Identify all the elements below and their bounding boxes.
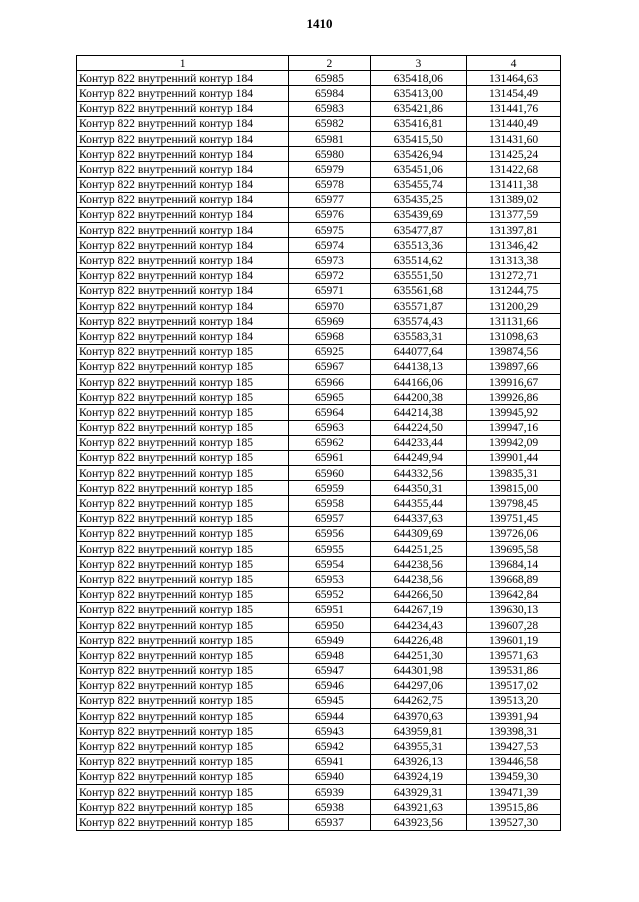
y-coordinate-cell: 139571,63 [467,648,561,663]
point-number-cell: 65945 [289,693,370,708]
table-row [77,572,561,587]
point-number-cell: 65963 [289,420,370,435]
coordinates-table [76,55,561,831]
contour-name-cell: Контур 822 внутренний контур 184 [77,314,289,329]
y-coordinate-cell: 139726,06 [467,526,561,541]
x-coordinate-cell: 635435,25 [370,192,467,207]
point-number-cell: 65974 [289,238,370,253]
table-header-row [77,56,561,71]
contour-name-cell: Контур 822 внутренний контур 185 [77,572,289,587]
contour-name-cell: Контур 822 внутренний контур 184 [77,162,289,177]
table-row [77,268,561,283]
x-coordinate-cell: 644350,31 [370,481,467,496]
contour-name-cell: Контур 822 внутренний контур 184 [77,253,289,268]
y-coordinate-cell: 139527,30 [467,815,561,830]
contour-name-cell: Контур 822 внутренний контур 184 [77,71,289,86]
column-header-4: 4 [467,56,561,71]
point-number-cell: 65939 [289,785,370,800]
contour-name-cell: Контур 822 внутренний контур 184 [77,131,289,146]
point-number-cell: 65944 [289,709,370,724]
x-coordinate-cell: 644214,38 [370,405,467,420]
x-coordinate-cell: 643970,63 [370,709,467,724]
point-number-cell: 65949 [289,633,370,648]
table-row [77,238,561,253]
contour-name-cell: Контур 822 внутренний контур 184 [77,329,289,344]
y-coordinate-cell: 131397,81 [467,223,561,238]
table-row [77,785,561,800]
table-row [77,693,561,708]
column-header-3: 3 [370,56,467,71]
x-coordinate-cell: 643955,31 [370,739,467,754]
point-number-cell: 65982 [289,116,370,131]
contour-name-cell: Контур 822 внутренний контур 185 [77,587,289,602]
point-number-cell: 65962 [289,435,370,450]
point-number-cell: 65937 [289,815,370,830]
table-row [77,374,561,389]
x-coordinate-cell: 644309,69 [370,526,467,541]
page-number: 1410 [306,16,333,31]
x-coordinate-cell: 644266,50 [370,587,467,602]
x-coordinate-cell: 644297,06 [370,678,467,693]
point-number-cell: 65941 [289,754,370,769]
point-number-cell: 65955 [289,542,370,557]
contour-name-cell: Контур 822 внутренний контур 185 [77,542,289,557]
table-row [77,101,561,116]
point-number-cell: 65947 [289,663,370,678]
table-row [77,739,561,754]
x-coordinate-cell: 643923,56 [370,815,467,830]
table-row [77,299,561,314]
point-number-cell: 65950 [289,617,370,632]
point-number-cell: 65956 [289,526,370,541]
point-number-cell: 65938 [289,800,370,815]
y-coordinate-cell: 131389,02 [467,192,561,207]
point-number-cell: 65972 [289,268,370,283]
table-row [77,344,561,359]
y-coordinate-cell: 139607,28 [467,617,561,632]
point-number-cell: 65976 [289,207,370,222]
contour-name-cell: Контур 822 внутренний контур 184 [77,116,289,131]
y-coordinate-cell: 131411,38 [467,177,561,192]
point-number-cell: 65951 [289,602,370,617]
contour-name-cell: Контур 822 внутренний контур 184 [77,299,289,314]
contour-name-cell: Контур 822 внутренний контур 185 [77,435,289,450]
y-coordinate-cell: 139601,19 [467,633,561,648]
point-number-cell: 65969 [289,314,370,329]
y-coordinate-cell: 131377,59 [467,207,561,222]
y-coordinate-cell: 131098,63 [467,329,561,344]
contour-name-cell: Контур 822 внутренний контур 185 [77,693,289,708]
contour-name-cell: Контур 822 внутренний контур 184 [77,86,289,101]
y-coordinate-cell: 139897,66 [467,359,561,374]
table-row [77,542,561,557]
x-coordinate-cell: 644251,25 [370,542,467,557]
x-coordinate-cell: 643921,63 [370,800,467,815]
y-coordinate-cell: 139916,67 [467,374,561,389]
table-row [77,769,561,784]
point-number-cell: 65980 [289,147,370,162]
point-number-cell: 65983 [289,101,370,116]
x-coordinate-cell: 643924,19 [370,769,467,784]
contour-name-cell: Контур 822 внутренний контур 185 [77,481,289,496]
y-coordinate-cell: 139642,84 [467,587,561,602]
contour-name-cell: Контур 822 внутренний контур 184 [77,177,289,192]
point-number-cell: 65960 [289,466,370,481]
x-coordinate-cell: 644238,56 [370,557,467,572]
y-coordinate-cell: 131131,66 [467,314,561,329]
contour-name-cell: Контур 822 внутренний контур 185 [77,344,289,359]
y-coordinate-cell: 139459,30 [467,769,561,784]
x-coordinate-cell: 635416,81 [370,116,467,131]
point-number-cell: 65957 [289,511,370,526]
y-coordinate-cell: 131244,75 [467,283,561,298]
y-coordinate-cell: 131272,71 [467,268,561,283]
y-coordinate-cell: 139815,00 [467,481,561,496]
x-coordinate-cell: 635583,31 [370,329,467,344]
x-coordinate-cell: 644249,94 [370,450,467,465]
table-row [77,526,561,541]
contour-name-cell: Контур 822 внутренний контур 185 [77,557,289,572]
table-row [77,450,561,465]
point-number-cell: 65985 [289,71,370,86]
point-number-cell: 65966 [289,374,370,389]
table-row [77,329,561,344]
y-coordinate-cell: 139517,02 [467,678,561,693]
table-row [77,466,561,481]
contour-name-cell: Контур 822 внутренний контур 185 [77,420,289,435]
table-row [77,815,561,830]
table-row [77,162,561,177]
table-row [77,587,561,602]
table-row [77,192,561,207]
x-coordinate-cell: 635413,00 [370,86,467,101]
y-coordinate-cell: 139684,14 [467,557,561,572]
x-coordinate-cell: 644238,56 [370,572,467,587]
point-number-cell: 65953 [289,572,370,587]
contour-name-cell: Контур 822 внутренний контур 184 [77,268,289,283]
y-coordinate-cell: 139446,58 [467,754,561,769]
y-coordinate-cell: 139668,89 [467,572,561,587]
point-number-cell: 65942 [289,739,370,754]
y-coordinate-cell: 139630,13 [467,602,561,617]
point-number-cell: 65973 [289,253,370,268]
point-number-cell: 65981 [289,131,370,146]
y-coordinate-cell: 139513,20 [467,693,561,708]
point-number-cell: 65940 [289,769,370,784]
contour-name-cell: Контур 822 внутренний контур 184 [77,147,289,162]
point-number-cell: 65961 [289,450,370,465]
contour-name-cell: Контур 822 внутренний контур 185 [77,739,289,754]
contour-name-cell: Контур 822 внутренний контур 185 [77,359,289,374]
point-number-cell: 65925 [289,344,370,359]
x-coordinate-cell: 644267,19 [370,602,467,617]
y-coordinate-cell: 139751,45 [467,511,561,526]
point-number-cell: 65968 [289,329,370,344]
x-coordinate-cell: 644337,63 [370,511,467,526]
contour-name-cell: Контур 822 внутренний контур 185 [77,663,289,678]
contour-name-cell: Контур 822 внутренний контур 185 [77,405,289,420]
y-coordinate-cell: 139531,86 [467,663,561,678]
table-row [77,648,561,663]
x-coordinate-cell: 644077,64 [370,344,467,359]
x-coordinate-cell: 635421,86 [370,101,467,116]
y-coordinate-cell: 139926,86 [467,390,561,405]
x-coordinate-cell: 644332,56 [370,466,467,481]
contour-name-cell: Контур 822 внутренний контур 185 [77,800,289,815]
x-coordinate-cell: 644355,44 [370,496,467,511]
y-coordinate-cell: 139391,94 [467,709,561,724]
y-coordinate-cell: 139945,92 [467,405,561,420]
x-coordinate-cell: 635439,69 [370,207,467,222]
contour-name-cell: Контур 822 внутренний контур 185 [77,815,289,830]
x-coordinate-cell: 644233,44 [370,435,467,450]
x-coordinate-cell: 635514,62 [370,253,467,268]
table-row [77,253,561,268]
contour-name-cell: Контур 822 внутренний контур 185 [77,678,289,693]
contour-name-cell: Контур 822 внутренний контур 185 [77,709,289,724]
contour-name-cell: Контур 822 внутренний контур 185 [77,374,289,389]
x-coordinate-cell: 635418,06 [370,71,467,86]
contour-name-cell: Контур 822 внутренний контур 185 [77,602,289,617]
table-row [77,617,561,632]
column-header-2: 2 [289,56,370,71]
x-coordinate-cell: 644166,06 [370,374,467,389]
x-coordinate-cell: 635477,87 [370,223,467,238]
y-coordinate-cell: 139942,09 [467,435,561,450]
x-coordinate-cell: 635571,87 [370,299,467,314]
table-row [77,86,561,101]
y-coordinate-cell: 139835,31 [467,466,561,481]
x-coordinate-cell: 644226,48 [370,633,467,648]
y-coordinate-cell: 139471,39 [467,785,561,800]
contour-name-cell: Контур 822 внутренний контур 185 [77,648,289,663]
contour-name-cell: Контур 822 внутренний контур 185 [77,526,289,541]
x-coordinate-cell: 635551,50 [370,268,467,283]
point-number-cell: 65971 [289,283,370,298]
contour-name-cell: Контур 822 внутренний контур 185 [77,496,289,511]
point-number-cell: 65984 [289,86,370,101]
contour-name-cell: Контур 822 внутренний контур 185 [77,633,289,648]
table-row [77,633,561,648]
x-coordinate-cell: 635455,74 [370,177,467,192]
y-coordinate-cell: 131464,63 [467,71,561,86]
contour-name-cell: Контур 822 внутренний контур 184 [77,192,289,207]
table-row [77,207,561,222]
table-row [77,511,561,526]
table-row [77,496,561,511]
point-number-cell: 65970 [289,299,370,314]
x-coordinate-cell: 644224,50 [370,420,467,435]
y-coordinate-cell: 139695,58 [467,542,561,557]
point-number-cell: 65979 [289,162,370,177]
table-row [77,420,561,435]
y-coordinate-cell: 139874,56 [467,344,561,359]
x-coordinate-cell: 643926,13 [370,754,467,769]
x-coordinate-cell: 643929,31 [370,785,467,800]
x-coordinate-cell: 644251,30 [370,648,467,663]
table-body [77,71,561,830]
table-row [77,481,561,496]
y-coordinate-cell: 139798,45 [467,496,561,511]
table-row [77,131,561,146]
y-coordinate-cell: 139947,16 [467,420,561,435]
point-number-cell: 65964 [289,405,370,420]
y-coordinate-cell: 139901,44 [467,450,561,465]
table-row [77,390,561,405]
x-coordinate-cell: 644138,13 [370,359,467,374]
y-coordinate-cell: 131440,49 [467,116,561,131]
table-row [77,663,561,678]
x-coordinate-cell: 644262,75 [370,693,467,708]
contour-name-cell: Контур 822 внутренний контур 185 [77,785,289,800]
y-coordinate-cell: 131346,42 [467,238,561,253]
x-coordinate-cell: 635451,06 [370,162,467,177]
point-number-cell: 65975 [289,223,370,238]
point-number-cell: 65978 [289,177,370,192]
table-row [77,71,561,86]
point-number-cell: 65965 [289,390,370,405]
point-number-cell: 65946 [289,678,370,693]
table-row [77,283,561,298]
y-coordinate-cell: 131200,29 [467,299,561,314]
x-coordinate-cell: 643959,81 [370,724,467,739]
table-row [77,223,561,238]
contour-name-cell: Контур 822 внутренний контур 185 [77,390,289,405]
table-row [77,314,561,329]
table-row [77,678,561,693]
x-coordinate-cell: 635574,43 [370,314,467,329]
x-coordinate-cell: 635415,50 [370,131,467,146]
y-coordinate-cell: 131425,24 [467,147,561,162]
contour-name-cell: Контур 822 внутренний контур 185 [77,724,289,739]
x-coordinate-cell: 635513,36 [370,238,467,253]
contour-name-cell: Контур 822 внутренний контур 185 [77,466,289,481]
x-coordinate-cell: 644301,98 [370,663,467,678]
point-number-cell: 65977 [289,192,370,207]
y-coordinate-cell: 131454,49 [467,86,561,101]
point-number-cell: 65958 [289,496,370,511]
x-coordinate-cell: 644200,38 [370,390,467,405]
contour-name-cell: Контур 822 внутренний контур 184 [77,101,289,116]
table-row [77,435,561,450]
table-row [77,724,561,739]
table-row [77,359,561,374]
y-coordinate-cell: 131422,68 [467,162,561,177]
table-row [77,800,561,815]
point-number-cell: 65952 [289,587,370,602]
table-row [77,405,561,420]
table-row [77,557,561,572]
contour-name-cell: Контур 822 внутренний контур 184 [77,223,289,238]
y-coordinate-cell: 131313,38 [467,253,561,268]
table-row [77,116,561,131]
y-coordinate-cell: 139398,31 [467,724,561,739]
contour-name-cell: Контур 822 внутренний контур 184 [77,207,289,222]
point-number-cell: 65954 [289,557,370,572]
table-row [77,177,561,192]
table-row [77,754,561,769]
table-row [77,147,561,162]
contour-name-cell: Контур 822 внутренний контур 185 [77,511,289,526]
contour-name-cell: Контур 822 внутренний контур 185 [77,754,289,769]
y-coordinate-cell: 139515,86 [467,800,561,815]
point-number-cell: 65967 [289,359,370,374]
x-coordinate-cell: 635426,94 [370,147,467,162]
contour-name-cell: Контур 822 внутренний контур 185 [77,450,289,465]
column-header-1: 1 [77,56,289,71]
y-coordinate-cell: 131441,76 [467,101,561,116]
table-row [77,602,561,617]
table-row [77,709,561,724]
contour-name-cell: Контур 822 внутренний контур 185 [77,617,289,632]
x-coordinate-cell: 635561,68 [370,283,467,298]
contour-name-cell: Контур 822 внутренний контур 185 [77,769,289,784]
point-number-cell: 65959 [289,481,370,496]
point-number-cell: 65943 [289,724,370,739]
contour-name-cell: Контур 822 внутренний контур 184 [77,283,289,298]
x-coordinate-cell: 644234,43 [370,617,467,632]
point-number-cell: 65948 [289,648,370,663]
y-coordinate-cell: 139427,53 [467,739,561,754]
contour-name-cell: Контур 822 внутренний контур 184 [77,238,289,253]
y-coordinate-cell: 131431,60 [467,131,561,146]
